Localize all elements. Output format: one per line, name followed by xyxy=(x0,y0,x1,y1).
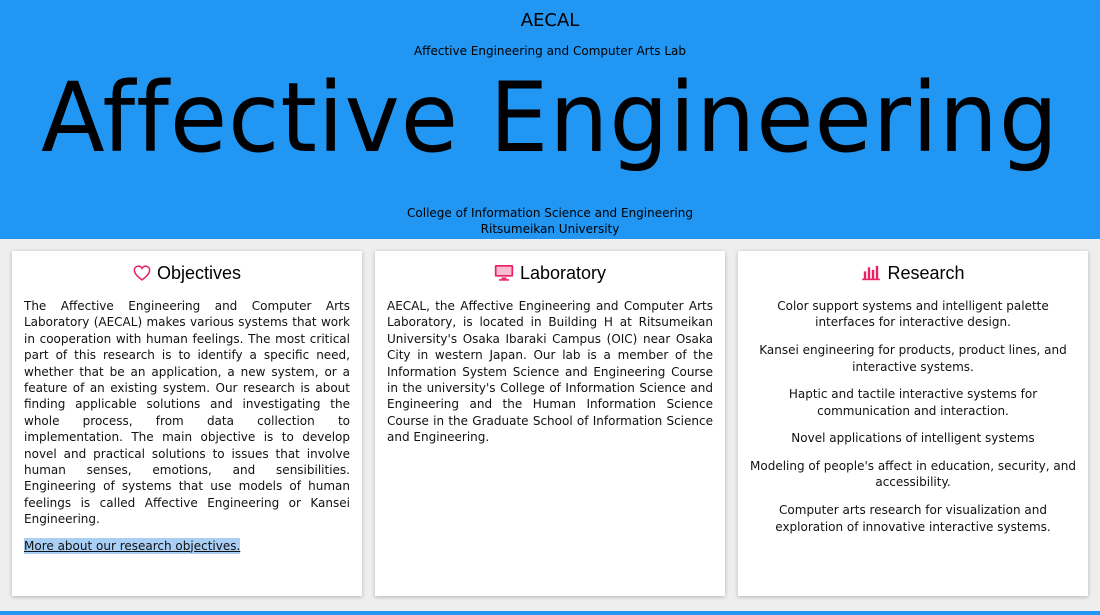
laboratory-title: Laboratory xyxy=(519,263,607,283)
research-item: Computer arts research for visualization and exploration of innovative interactive systems. xyxy=(775,503,1051,534)
objectives-card xyxy=(12,251,362,596)
university-name: Ritsumeikan University xyxy=(480,222,620,236)
research-list xyxy=(750,298,1076,546)
bar-chart-icon xyxy=(861,265,881,281)
objectives-body xyxy=(24,298,350,554)
research-item: Novel applications of intelligent systems xyxy=(791,431,1035,446)
laboratory-body xyxy=(387,298,713,446)
research-heading xyxy=(738,262,1088,284)
research-item: Color support systems and intelligent palette interfaces for interactive design. xyxy=(777,299,1049,330)
research-objectives-link[interactable]: More about our research objectives. xyxy=(24,538,241,553)
research-item: Kansei engineering for products, product lines, and interactive systems. xyxy=(759,343,1067,374)
hero-title: Affective Engineering xyxy=(41,62,1059,174)
laboratory-text: AECAL, the Affective Engineering and Computer Arts Laboratory, is located in Building H at Ritsumeikan University's Osaka Ibaraki Campus (OIC) near Osaka City in western Japan. Our lab is a member of the Information System Science and Engineering Course in the university's College of Information Science and Engineering and the Human Information Science Course in the Graduate School of Information Science and Engineering. xyxy=(387,299,713,445)
objectives-heading xyxy=(12,262,362,284)
college-info xyxy=(0,205,1100,237)
research-title: Research xyxy=(887,263,965,283)
research-item: Haptic and tactile interactive systems for communication and interaction. xyxy=(788,387,1038,418)
footer-accent-bar xyxy=(0,611,1100,615)
college-name: College of Information Science and Engineering xyxy=(407,206,693,220)
laboratory-card xyxy=(375,251,725,596)
research-card xyxy=(738,251,1088,596)
site-title[interactable]: AECAL xyxy=(520,10,580,31)
monitor-icon xyxy=(494,264,514,281)
laboratory-heading xyxy=(375,262,725,284)
research-item: Modeling of people's affect in education, security, and accessibility. xyxy=(750,459,1076,490)
heart-icon xyxy=(133,265,151,281)
objectives-text: The Affective Engineering and Computer Arts Laboratory (AECAL) makes various systems that work in cooperation with human feelings. The most critical part of this research is to identify a specific need, whether that be an application, a new system, or a feature of an existing system. Our research is about finding applicable solutions and investigating the whole process, from data collection to implementation. The main objective is to develop novel and practical solutions to issues that involve human senses, emotions, and sensibilities. Engineering of systems that use models of human feelings is called Affective Engineering or Kansei Engineering. xyxy=(24,299,350,527)
objectives-title: Objectives xyxy=(156,263,242,283)
site-subtitle: Affective Engineering and Computer Arts Lab xyxy=(413,44,687,58)
hero-header xyxy=(0,0,1100,239)
